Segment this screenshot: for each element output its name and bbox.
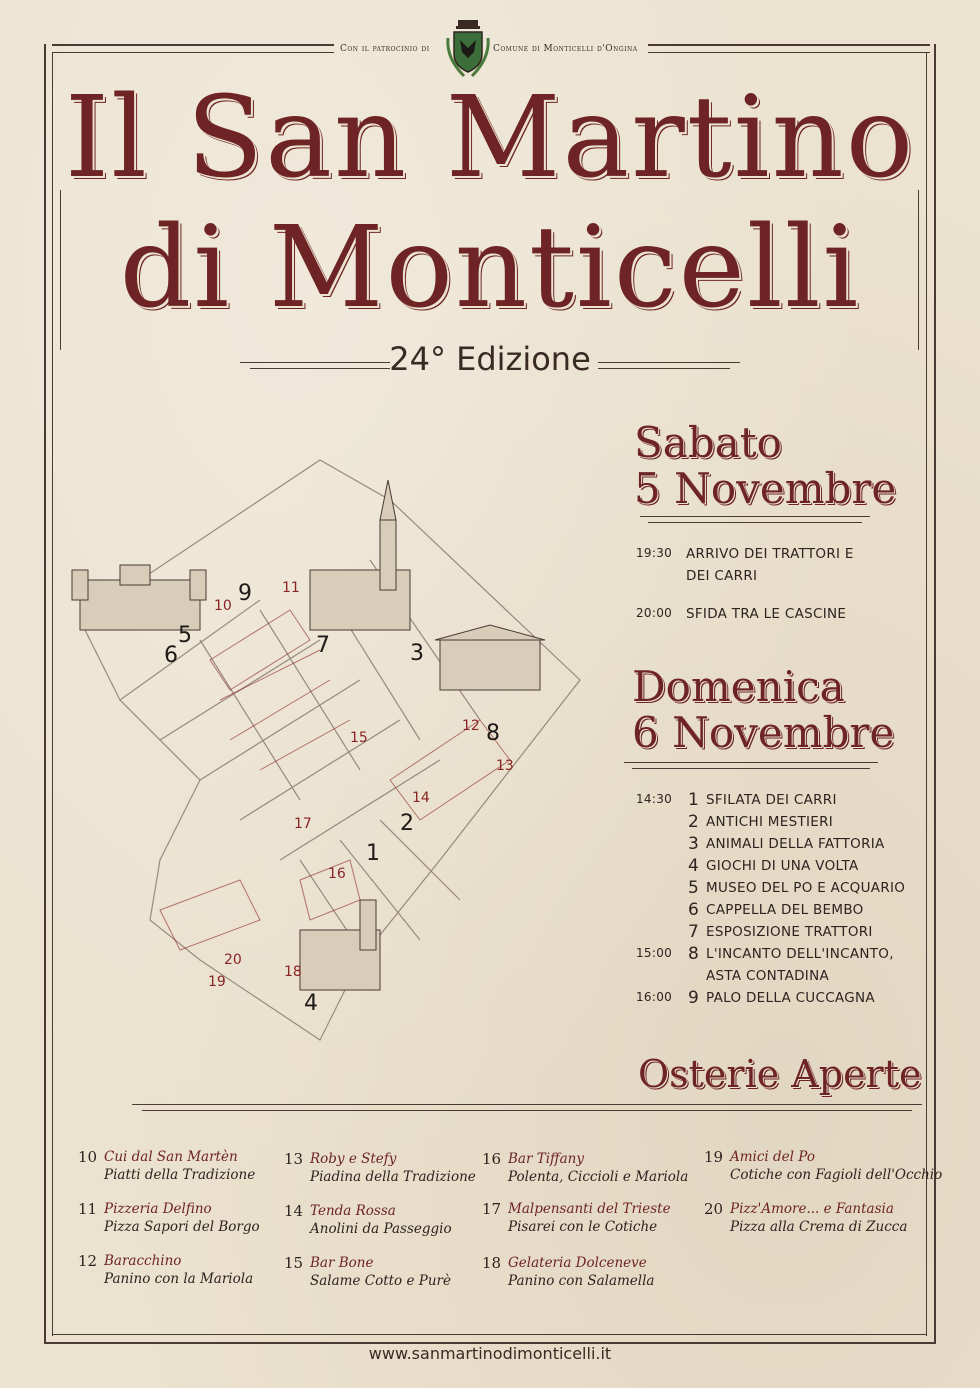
map-label-5: 5 xyxy=(178,623,192,648)
frame-top-inner-right xyxy=(648,52,930,53)
website-link[interactable]: www.sanmartinodimonticelli.it xyxy=(368,1344,612,1363)
saturday-rule-2 xyxy=(648,522,862,523)
osteria-dish: Salame Cotto e Purè xyxy=(310,1273,451,1289)
osteria-num: 12 xyxy=(78,1252,98,1270)
sunday-event xyxy=(636,900,926,922)
event-time: 19:30 xyxy=(636,546,673,560)
event-time: 16:00 xyxy=(636,990,673,1004)
frame-top-outer-right xyxy=(648,44,930,46)
poster-title-line2: di Monticelli xyxy=(119,203,861,333)
saturday-title-line1: Sabato xyxy=(634,418,782,467)
sunday-event xyxy=(636,944,926,966)
osteria-num: 17 xyxy=(482,1200,502,1218)
osterie-title: Osterie Aperte xyxy=(638,1052,922,1096)
osteria-dish: Piatti della Tradizione xyxy=(104,1167,256,1183)
lower-church-drawing xyxy=(300,900,380,990)
event-desc: PALO DELLA CUCCAGNA xyxy=(706,990,875,1006)
osteria-dish: Panino con Salamella xyxy=(508,1273,655,1289)
osteria-name: Roby e Stefy xyxy=(310,1151,397,1167)
osteria-dish: Piadina della Tradizione xyxy=(310,1169,476,1185)
event-num: 7 xyxy=(688,922,700,942)
map-label-2: 2 xyxy=(400,811,414,836)
event-desc: ANIMALI DELLA FATTORIA xyxy=(706,836,885,852)
map-label-20: 20 xyxy=(224,952,242,968)
event-num: 9 xyxy=(688,988,700,1008)
osteria-name: Cui dal San Martèn xyxy=(104,1149,238,1165)
osteria-num: 19 xyxy=(704,1148,724,1166)
osterie-rule-2 xyxy=(142,1110,912,1111)
sunday-event xyxy=(636,966,926,988)
osteria-name: Pizzeria Delfino xyxy=(104,1201,212,1217)
osteria-name: Gelateria Dolceneve xyxy=(508,1255,647,1271)
event-num: 5 xyxy=(688,878,700,898)
sunday-title-line2: 6 Novembre xyxy=(632,708,895,757)
event-desc: MUSEO DEL PO E ACQUARIO xyxy=(706,880,906,896)
event-num: 2 xyxy=(688,812,700,832)
osterie-rule-1 xyxy=(132,1104,922,1105)
event-desc: ANTICHI MESTIERI xyxy=(706,814,834,830)
map-label-14: 14 xyxy=(412,790,430,806)
osteria-dish: Polenta, Ciccioli e Mariola xyxy=(508,1169,689,1185)
osteria-num: 13 xyxy=(284,1150,304,1168)
frame-top-inner xyxy=(52,52,334,53)
osteria-name: Bar Bone xyxy=(310,1255,374,1271)
event-desc: ASTA CONTADINA xyxy=(706,968,830,984)
osteria-name: Baracchino xyxy=(104,1253,182,1269)
town-map xyxy=(60,440,620,1080)
map-label-4: 4 xyxy=(304,991,318,1016)
event-desc: ESPOSIZIONE TRATTORI xyxy=(706,924,873,940)
frame-top-outer xyxy=(52,44,334,46)
map-label-9: 9 xyxy=(238,581,252,606)
osteria-name: Pizz'Amore... e Fantasia xyxy=(730,1201,894,1217)
osteria-dish: Pizza Sapori del Borgo xyxy=(104,1219,260,1235)
event-num: 3 xyxy=(688,834,700,854)
map-label-12: 12 xyxy=(462,718,480,734)
osteria-num: 16 xyxy=(482,1150,502,1168)
municipal-crest-icon xyxy=(444,18,492,80)
poster-title-line1: Il San Martino xyxy=(64,73,916,203)
osteria-dish: Anolini da Passeggio xyxy=(310,1221,452,1237)
map-label-16: 16 xyxy=(328,866,346,882)
map-label-17: 17 xyxy=(294,816,312,832)
edition-label: 24° Edizione xyxy=(389,340,591,378)
event-desc: GIOCHI DI UNA VOLTA xyxy=(706,858,859,874)
sunday-schedule xyxy=(636,790,926,1010)
sunday-rule-1 xyxy=(624,762,878,763)
church-drawing xyxy=(310,480,410,630)
osteria-name: Malpensanti del Trieste xyxy=(508,1201,671,1217)
map-label-10: 10 xyxy=(214,598,232,614)
map-label-19: 19 xyxy=(208,974,226,990)
map-label-6: 6 xyxy=(164,643,178,668)
castle-drawing xyxy=(72,565,206,630)
saturday-event xyxy=(636,544,916,566)
osteria-num: 20 xyxy=(704,1200,724,1218)
saturday-rule-1 xyxy=(640,516,870,517)
event-num: 6 xyxy=(688,900,700,920)
map-label-15: 15 xyxy=(350,730,368,746)
osteria-num: 14 xyxy=(284,1202,304,1220)
sunday-rule-2 xyxy=(632,768,870,769)
osteria-name: Amici del Po xyxy=(730,1149,815,1165)
sunday-title-line1: Domenica xyxy=(632,662,845,711)
map-label-8: 8 xyxy=(486,721,500,746)
sunday-event xyxy=(636,988,926,1010)
event-desc: SFIDA TRA LE CASCINE xyxy=(686,606,847,622)
event-num: 1 xyxy=(688,790,700,810)
osteria-num: 18 xyxy=(482,1254,502,1272)
event-desc: ARRIVO DEI TRATTORI E xyxy=(686,546,854,562)
event-desc: DEI CARRI xyxy=(686,568,758,584)
osteria-dish: Pisarei con le Cotiche xyxy=(508,1219,658,1235)
sunday-event xyxy=(636,878,926,900)
sunday-event xyxy=(636,790,926,812)
map-label-1: 1 xyxy=(366,841,380,866)
saturday-title-line2: 5 Novembre xyxy=(634,464,897,513)
osteria-dish: Pizza alla Crema di Zucca xyxy=(730,1219,908,1235)
osteria-dish: Panino con la Mariola xyxy=(104,1271,254,1287)
map-label-13: 13 xyxy=(496,758,514,774)
event-time: 14:30 xyxy=(636,792,673,806)
frame-bottom-inner xyxy=(52,1334,927,1335)
event-desc: CAPPELLA DEL BEMBO xyxy=(706,902,864,918)
patronage-right: Comune di Monticelli d'Ongina xyxy=(493,44,638,54)
saturday-schedule xyxy=(636,544,916,626)
saturday-event-cont xyxy=(636,566,916,588)
sunday-event xyxy=(636,812,926,834)
osteria-name: Bar Tiffany xyxy=(508,1151,584,1167)
event-num: 8 xyxy=(688,944,700,964)
osteria-name: Tenda Rossa xyxy=(310,1203,396,1219)
saturday-event xyxy=(636,604,916,626)
sunday-event xyxy=(636,922,926,944)
osteria-num: 10 xyxy=(78,1148,98,1166)
event-desc: SFILATA DEI CARRI xyxy=(706,792,837,808)
map-label-11: 11 xyxy=(282,580,300,596)
event-num: 4 xyxy=(688,856,700,876)
sunday-event xyxy=(636,834,926,856)
osteria-num: 15 xyxy=(284,1254,304,1272)
map-label-7: 7 xyxy=(316,633,330,658)
event-time: 15:00 xyxy=(636,946,673,960)
sunday-event xyxy=(636,856,926,878)
map-label-18: 18 xyxy=(284,964,302,980)
event-desc: L'INCANTO DELL'INCANTO, xyxy=(706,946,894,962)
patronage-left: Con il patrocinio di xyxy=(340,44,430,54)
map-label-3: 3 xyxy=(410,641,424,666)
osteria-num: 11 xyxy=(78,1200,98,1218)
event-time: 20:00 xyxy=(636,606,673,620)
osteria-dish: Cotiche con Fagioli dell'Occhio xyxy=(730,1167,943,1183)
palazzo-drawing xyxy=(435,625,545,690)
